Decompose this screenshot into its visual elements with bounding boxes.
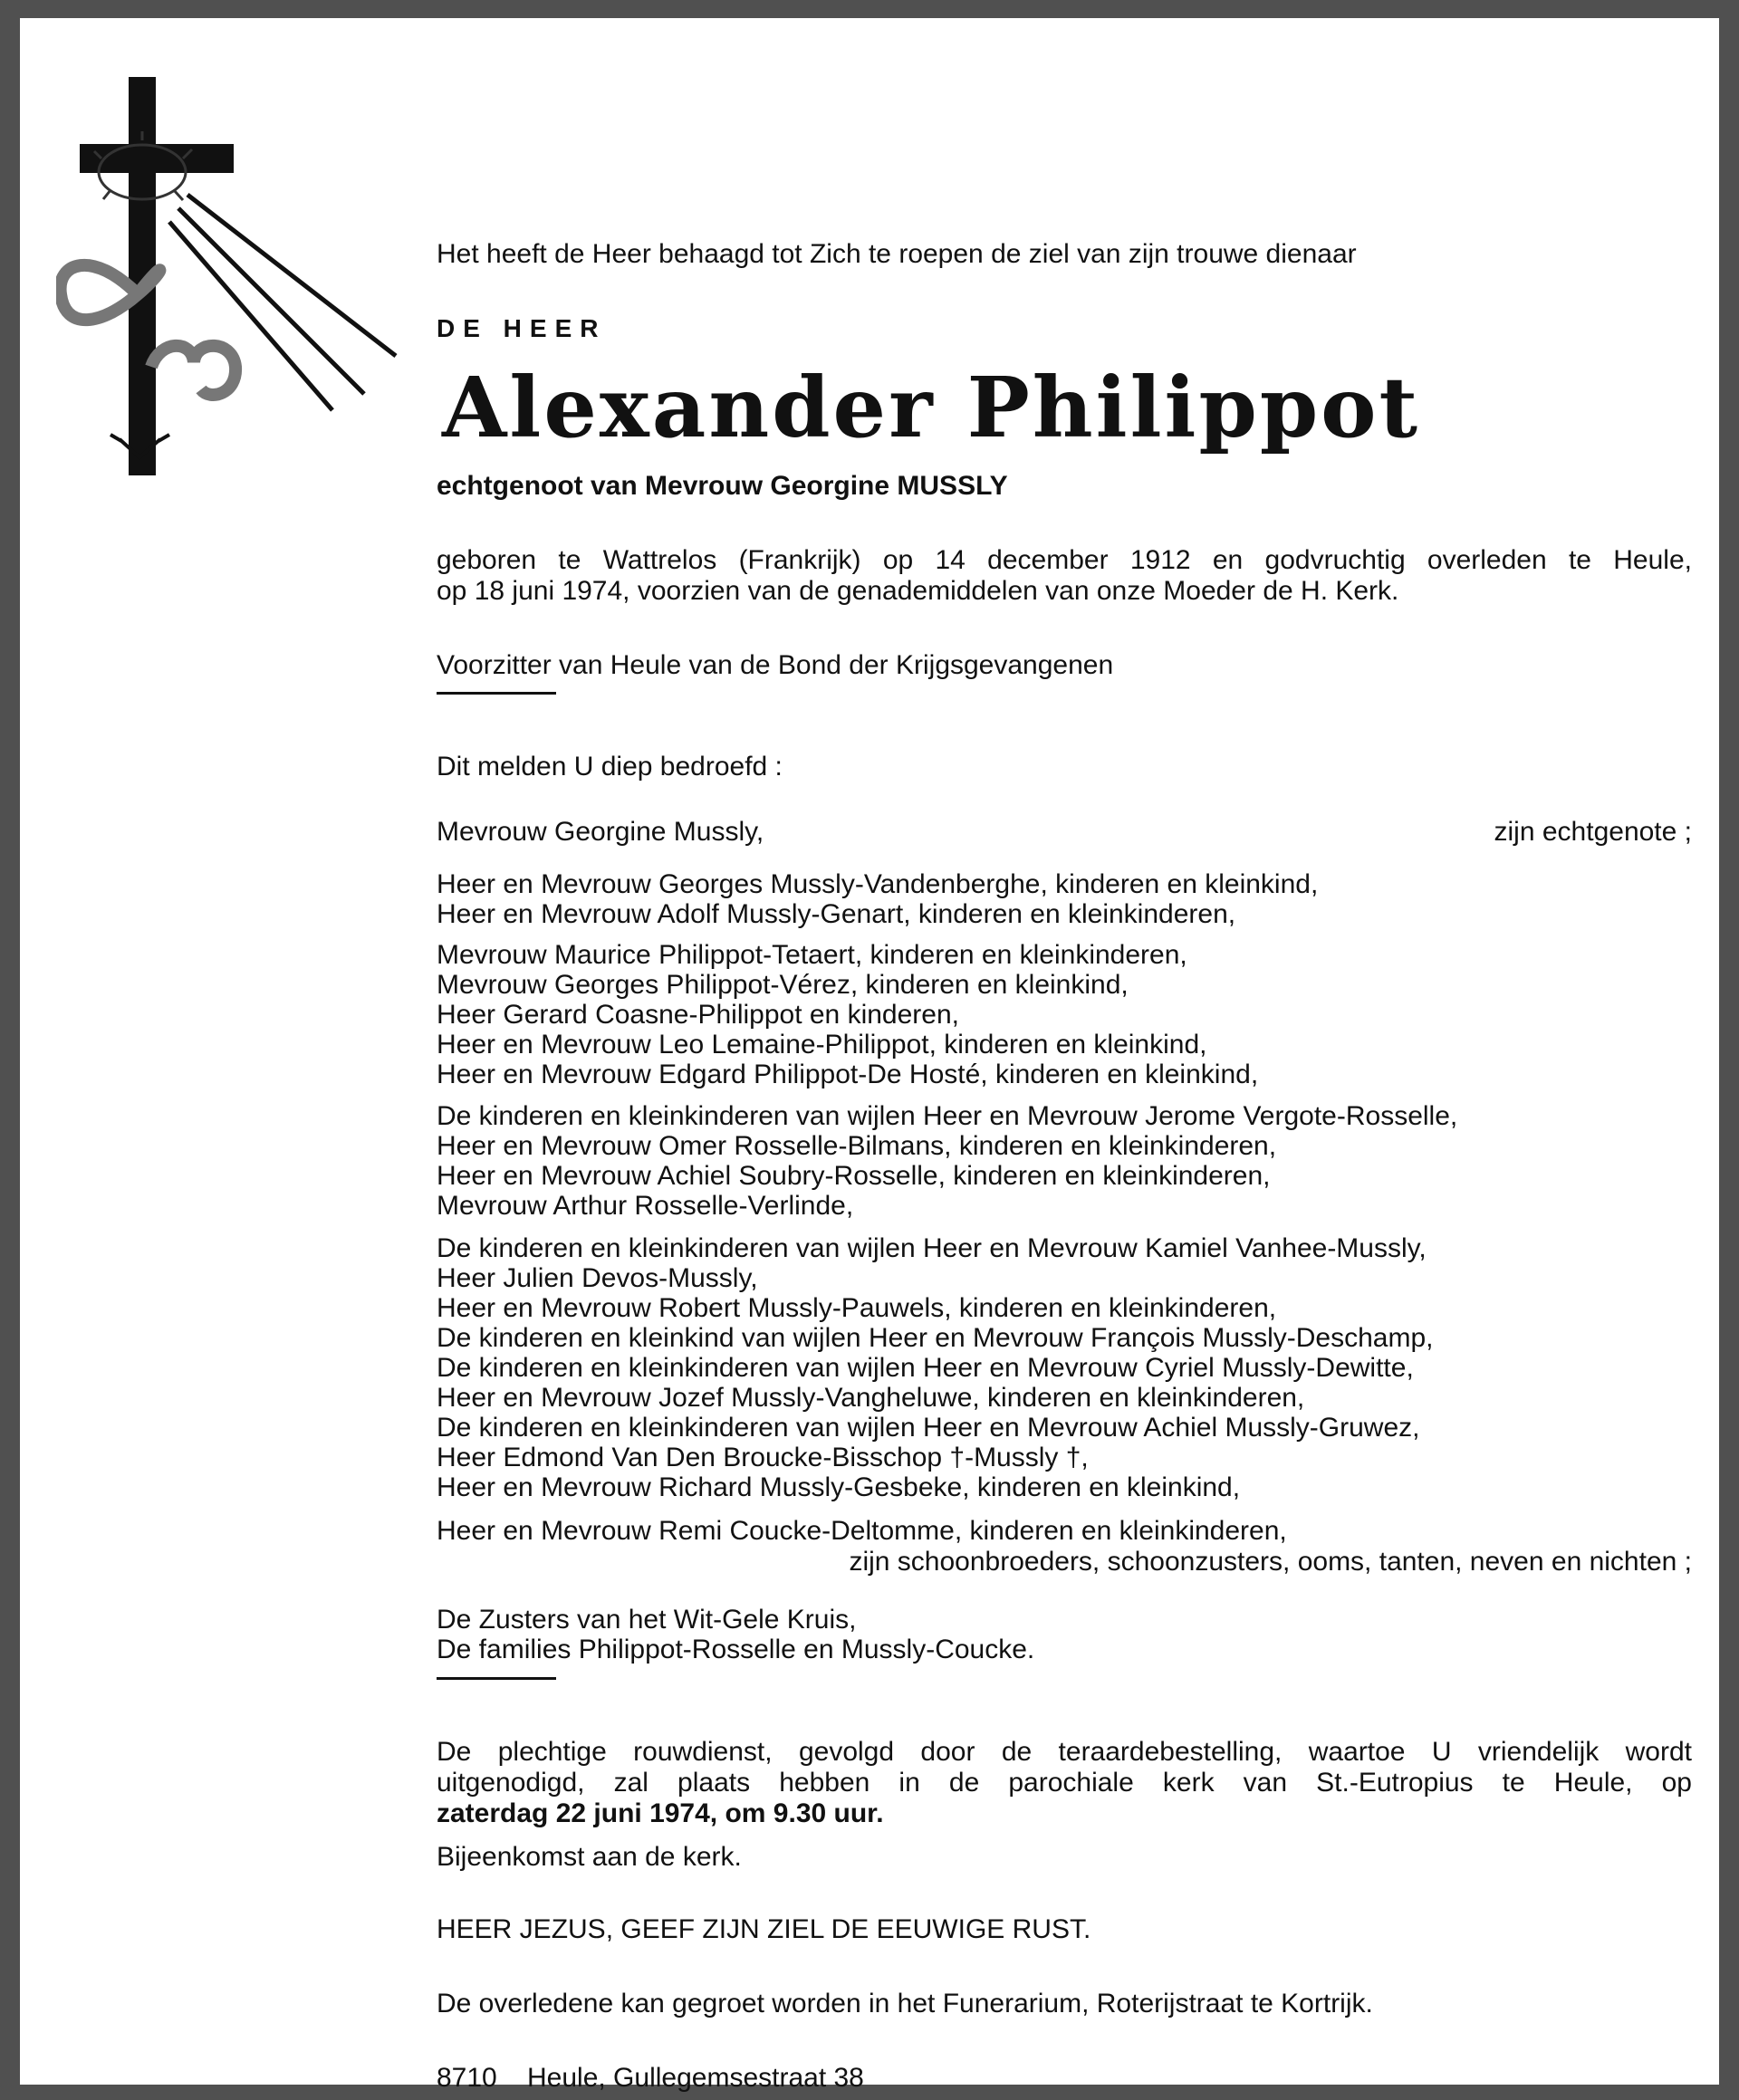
service-line-2: uitgenodigd, zal plaats hebben in de parochiale kerk van St.-Eutropius te Heule, op — [437, 1768, 1692, 1798]
widow-name: Mevrouw Georgine Mussly, — [437, 817, 764, 847]
cross-alpha-omega-icon — [56, 68, 400, 484]
divider — [437, 692, 556, 695]
family-line: Heer Gerard Coasne-Philippot en kinderen, — [437, 1000, 959, 1030]
death-notice — [20, 18, 1719, 2093]
funerarium-text: De overledene kan gegroet worden in het Funerarium, Roterijstraat te Kortrijk. — [437, 1989, 1373, 2018]
family-line: Mevrouw Arthur Rosselle-Verlinde, — [437, 1191, 854, 1221]
family-line: Heer en Mevrouw Robert Mussly-Pauwels, kinderen en kleinkinderen, — [437, 1293, 1277, 1323]
family-line: De kinderen en kleinkinderen van wijlen Heer en Mevrouw Kamiel Vanhee-Mussly, — [437, 1233, 1427, 1263]
family-line: Heer en Mevrouw Jozef Mussly-Vangheluwe, kinderen en kleinkinderen, — [437, 1383, 1305, 1413]
service-line-1: De plechtige rouwdienst, gevolgd door de teraardebestelling, waartoe U vriendelijk wordt — [437, 1737, 1692, 1767]
family-line: De kinderen en kleinkind van wijlen Heer en Mevrouw François Mussly-Deschamp, — [437, 1323, 1434, 1353]
family-line: De kinderen en kleinkinderen van wijlen Heer en Mevrouw Achiel Mussly-Gruwez, — [437, 1413, 1420, 1443]
family-line: De kinderen en kleinkinderen van wijlen Heer en Mevrouw Jerome Vergote-Rosselle, — [437, 1101, 1458, 1131]
others-line: De Zusters van het Wit-Gele Kruis, — [437, 1605, 857, 1635]
family-line: Heer en Mevrouw Remi Coucke-Deltomme, kinderen en kleinkinderen, — [437, 1516, 1287, 1546]
family-line: Heer en Mevrouw Georges Mussly-Vandenberghe, kinderen en kleinkind, — [437, 869, 1319, 899]
birth-death-line-2: op 18 juni 1974, voorzien van de genademiddelen van onze Moeder de H. Kerk. — [437, 576, 1399, 606]
family-line: Heer en Mevrouw Edgard Philippot-De Hosté, kinderen en kleinkind, — [437, 1060, 1259, 1089]
family-line: De kinderen en kleinkinderen van wijlen Heer en Mevrouw Cyriel Mussly-Dewitte, — [437, 1353, 1414, 1383]
intro-text: Het heeft de Heer behaagd tot Zich te roepen de ziel van zijn trouwe dienaar — [437, 239, 1357, 269]
family-line: Heer en Mevrouw Achiel Soubry-Rosselle, kinderen en kleinkinderen, — [437, 1161, 1271, 1191]
widow-relation: zijn echtgenote ; — [1494, 817, 1692, 847]
family-line: Heer Edmond Van Den Broucke-Bisschop †-Mussly †, — [437, 1443, 1089, 1472]
family-line: Mevrouw Maurice Philippot-Tetaert, kinderen en kleinkinderen, — [437, 940, 1187, 970]
address-street: Heule, Gullegemsestraat 38 — [527, 2063, 864, 2093]
others-line: De families Philippot-Rosselle en Mussly-Coucke. — [437, 1635, 1035, 1664]
birth-death-line-1: geboren te Wattrelos (Frankrijk) op 14 december 1912 en godvruchtig overleden te Heule, — [437, 545, 1692, 575]
announce-text: Dit melden U diep bedroefd : — [437, 752, 783, 782]
prayer-text: HEER JEZUS, GEEF ZIJN ZIEL DE EEUWIGE RUST. — [437, 1914, 1091, 1944]
divider — [437, 1677, 556, 1680]
service-date: zaterdag 22 juni 1974, om 9.30 uur. — [437, 1798, 884, 1828]
in-laws-line: zijn schoonbroeders, schoonzusters, ooms, tanten, neven en nichten ; — [849, 1547, 1692, 1577]
function-text: Voorzitter van Heule van de Bond der Krijgsgevangenen — [437, 650, 1114, 680]
family-line: Heer en Mevrouw Omer Rosselle-Bilmans, kinderen en kleinkinderen, — [437, 1131, 1277, 1161]
family-line: Heer en Mevrouw Leo Lemaine-Philippot, kinderen en kleinkind, — [437, 1030, 1207, 1060]
family-line: Heer Julien Devos-Mussly, — [437, 1263, 758, 1293]
spouse-line: echtgenoot van Mevrouw Georgine MUSSLY — [437, 471, 1008, 501]
address-postcode: 8710 — [437, 2063, 497, 2093]
meeting-text: Bijeenkomst aan de kerk. — [437, 1842, 742, 1872]
deceased-name: Alexander Philippot — [442, 359, 1421, 456]
family-line: Heer en Mevrouw Adolf Mussly-Genart, kinderen en kleinkinderen, — [437, 899, 1236, 929]
family-line: Mevrouw Georges Philippot-Vérez, kinderen en kleinkind, — [437, 970, 1129, 1000]
title-prefix: DE HEER — [437, 314, 607, 342]
family-line: Heer en Mevrouw Richard Mussly-Gesbeke, kinderen en kleinkind, — [437, 1472, 1241, 1502]
